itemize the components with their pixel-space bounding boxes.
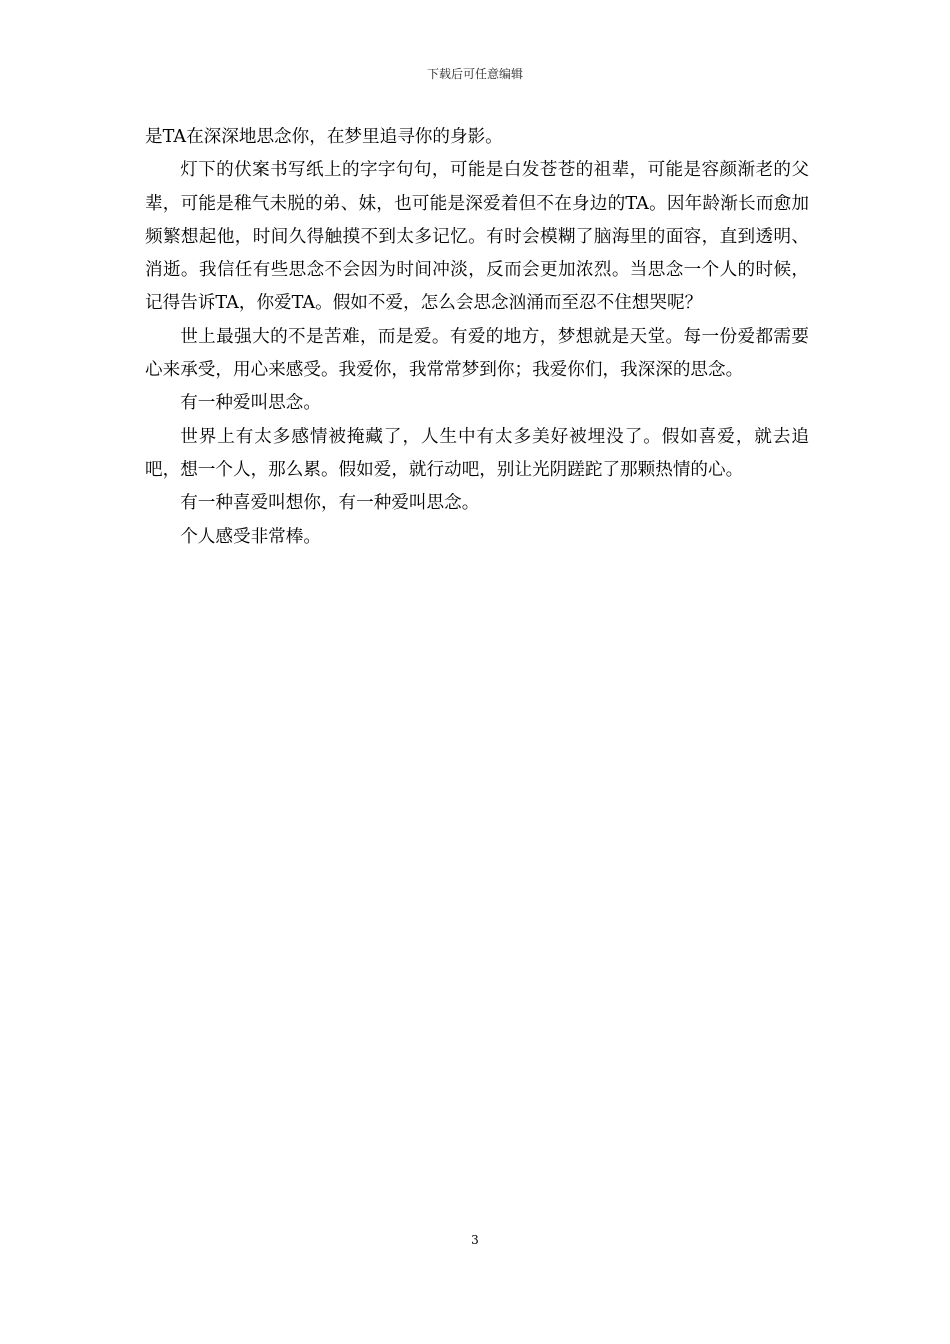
paragraph: 世界上有太多感情被掩藏了，人生中有太多美好被埋没了。假如喜爱，就去追吧，想一个人，那么累。假如爱，就行动吧，别让光阴蹉跎了那颗热情的心。 bbox=[145, 426, 809, 480]
paragraph-continuation: 是TA在深深地思念你，在梦里追寻你的身影。 bbox=[145, 127, 503, 147]
paragraph: 世上最强大的不是苦难，而是爱。有爱的地方，梦想就是天堂。每一份爱都需要心来承受，用心来感受。我爱你，我常常梦到你；我爱你们，我深深的思念。 bbox=[145, 326, 809, 381]
paragraph: 有一种喜爱叫想你，有一种爱叫思念。 bbox=[180, 493, 480, 514]
body-text bbox=[145, 121, 809, 554]
page-header: 下载后可任意编辑 bbox=[426, 67, 523, 81]
paragraph: 有一种爱叫思念。 bbox=[180, 393, 321, 414]
paragraph: 灯下的伏案书写纸上的字字句句，可能是白发苍苍的祖辈，可能是容颜渐老的父辈，可能是稚气未脱的弟、妹，也可能是深爱着但不在身边的TA。因年龄渐长而愈加频繁想起他，时间久得触摸不到太多记忆。有时会模糊了脑海里的面容，直到透明、消逝。我信任有些思念不会因为时间冲淡，反而会更加浓烈。当思念一个人的时候，记得告诉TA，你爱TA。假如不爱，怎么会思念汹涌而至忍不住想哭呢？ bbox=[145, 160, 809, 314]
page-number: 3 bbox=[471, 1233, 479, 1247]
paragraph: 个人感受非常棒。 bbox=[180, 526, 321, 547]
